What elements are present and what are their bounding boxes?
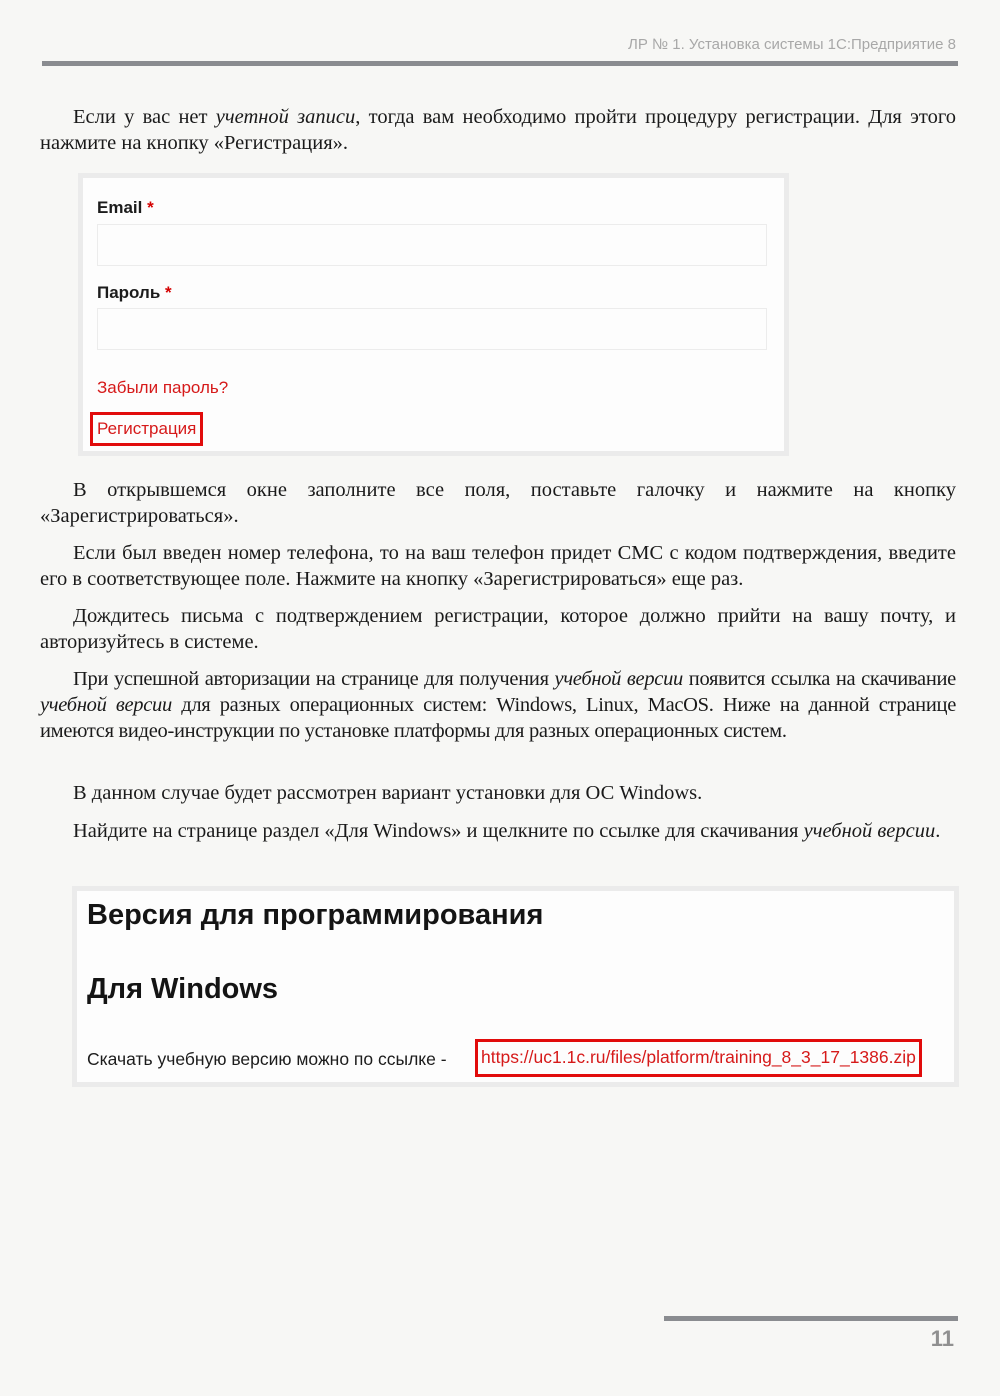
required-mark: *	[165, 283, 172, 302]
login-form-screenshot	[78, 173, 789, 456]
paragraph-windows-variant: В данном случае будет рассмотрен вариант установки для ОС Windows.	[73, 782, 703, 804]
version-download-screenshot	[72, 886, 959, 1087]
windows-subheading: Для Windows	[87, 973, 279, 1005]
password-input[interactable]	[97, 308, 767, 350]
email-label: Email *	[97, 198, 154, 217]
version-heading: Версия для программирования	[87, 899, 544, 931]
email-input[interactable]	[97, 224, 767, 266]
paragraph-registration-intro: Если у вас нет учетной записи, тогда вам необходимо пройти процедуру регистрации. Для этого нажмите на кнопку «Регистрация».	[40, 106, 957, 154]
paragraph-download-link-info: При успешной авторизации на странице для получения учебной версии появится ссылка на скачивание учебной версии для разных операционных систем: Windows, Linux, MacOS. Ниже на данной странице имеются видео-инструкции по установке платформы для разных операционных систем.	[40, 668, 956, 742]
page-number: 11	[930, 1326, 954, 1351]
download-description: Скачать учебную версию можно по ссылке -	[87, 1049, 447, 1069]
header-divider	[42, 61, 958, 66]
download-link[interactable]: https://uc1.1c.ru/files/platform/training_8_3_17_1386.zip	[475, 1039, 922, 1077]
paragraph-await-email: Дождитесь письма с подтверждением регистрации, которое должно прийти на вашу почту, и авторизуйтесь в системе.	[40, 605, 956, 653]
forgot-password-link[interactable]: Забыли пароль?	[97, 378, 229, 397]
paragraph-find-section: Найдите на странице раздел «Для Windows» и щелкните по ссылке для скачивания учебной версии.	[73, 820, 941, 842]
running-header: ЛР № 1. Установка системы 1С:Предприятие 8	[627, 36, 956, 53]
footer-divider	[664, 1316, 958, 1321]
required-mark: *	[147, 198, 154, 217]
password-label: Пароль *	[97, 283, 172, 302]
paragraph-fill-form: В открывшемся окне заполните все поля, поставьте галочку и нажмите на кнопку «Зарегистрироваться».	[40, 479, 956, 527]
paragraph-sms-code: Если был введен номер телефона, то на ваш телефон придет СМС с кодом подтверждения, введите его в соответствующее поле. Нажмите на кнопку «Зарегистрироваться» еще раз.	[40, 542, 956, 590]
register-link[interactable]: Регистрация	[90, 412, 203, 446]
